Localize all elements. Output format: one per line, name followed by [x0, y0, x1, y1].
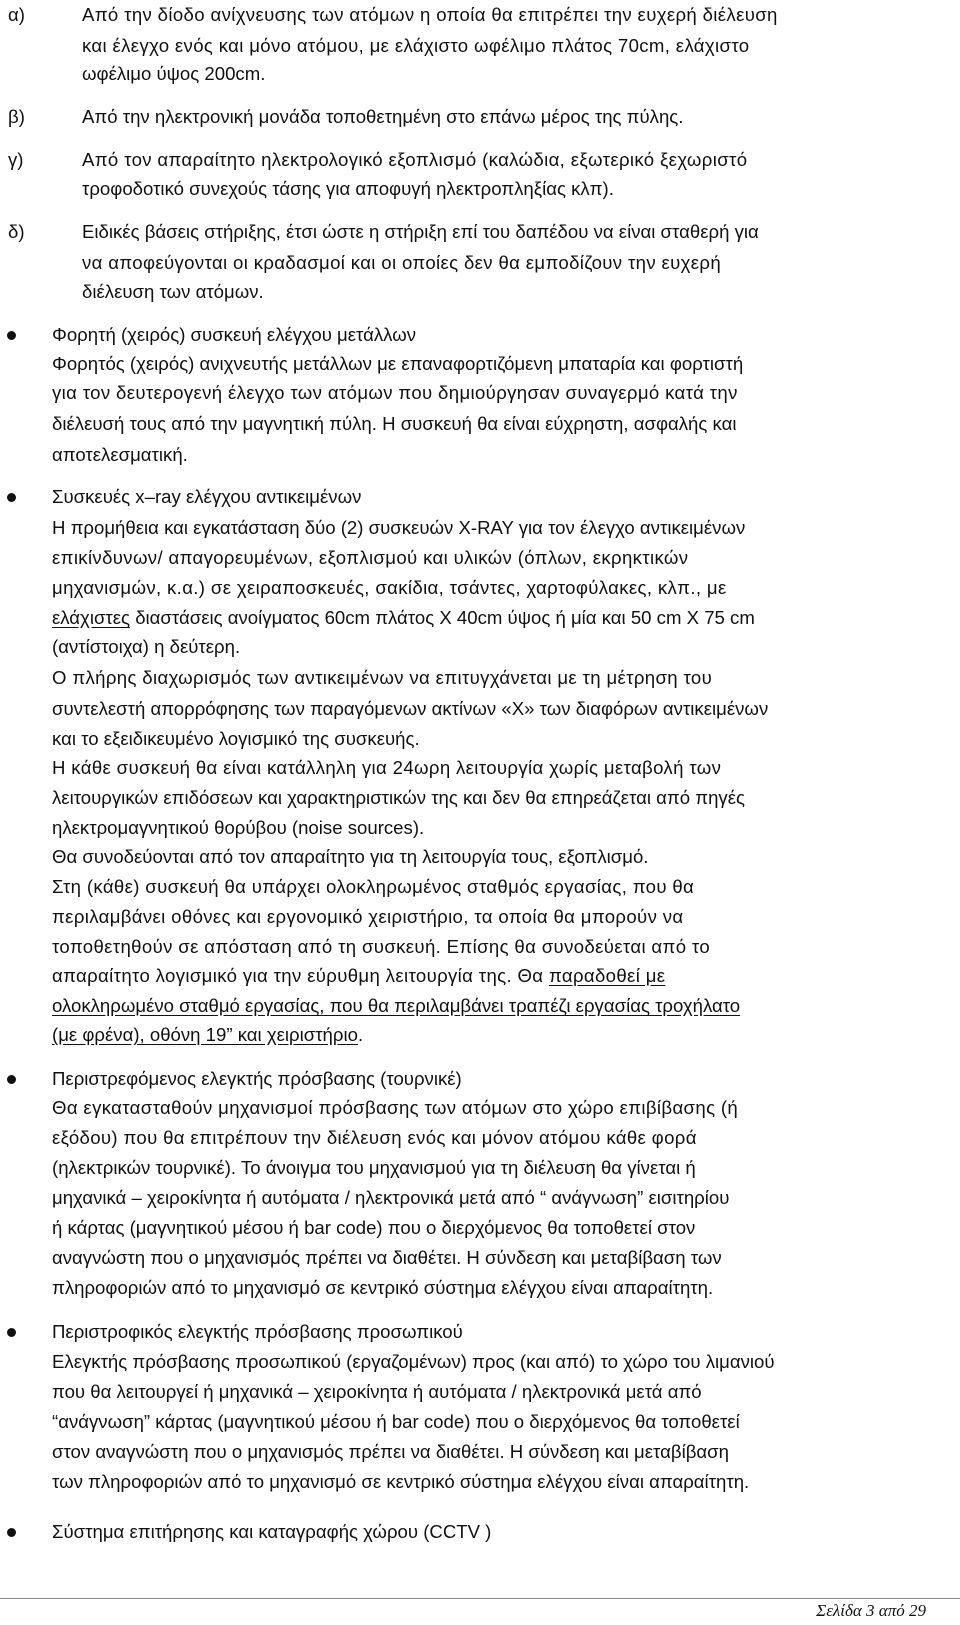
text-line: “ανάγνωση” κάρτας (μαγνητικού μέσου ή bar code) που ο διερχόμενος θα τοποθετεί [52, 1411, 740, 1432]
text-line: Ειδικές βάσεις στήριξης, έτσι ώστε η στήριξη επί του δαπέδου να είναι σταθερή για [82, 221, 759, 242]
text-line: Η κάθε συσκευή θα είναι κατάλληλη για 24ωρη λειτουργία χωρίς μεταβολή των [52, 757, 722, 778]
footer-divider [0, 1598, 960, 1599]
text-line: Στη (κάθε) συσκευή θα υπάρχει ολοκληρωμένος σταθμός εργασίας, που θα [52, 876, 695, 897]
underlined-phrase: παραδοθεί με [548, 965, 666, 986]
text-line: Θα συνοδεύονται από τον απαραίτητο για τη λειτουργία τους, εξοπλισμό. [52, 846, 649, 867]
text-line: Η προμήθεια και εγκατάσταση δύο (2) συσκευών X-RAY για τον έλεγχο αντικειμένων [52, 517, 746, 538]
text-line: Από την ηλεκτρονική μονάδα τοποθετημένη στο επάνω μέρος της πύλης. [82, 106, 684, 127]
text-line: διέλευσή τους από την μαγνητική πύλη. Η συσκευή θα είναι εύχρηστη, ασφαλής και [52, 413, 737, 434]
text-line: ηλεκτρομαγνητικού θορύβου (noise sources). [52, 817, 425, 838]
text-line [52, 607, 755, 629]
underlined-line: ολοκληρωμένο σταθμό εργασίας, που θα περιλαμβάνει τραπέζι εργασίας τροχήλατο [52, 995, 741, 1016]
text-line: μηχανικά – χειροκίνητα ή αυτόματα / ηλεκτρονικά μετά από “ ανάγνωση” εισιτηρίου [52, 1187, 730, 1208]
page-number: Σελίδα 3 από 29 [816, 1601, 926, 1620]
text-line: Ο πλήρης διαχωρισμός των αντικειμένων να επιτυγχάνεται με τη μέτρηση του [52, 667, 713, 688]
text-line: μηχανισμών, κ.α.) σε χειραποσκευές, σακίδια, τσάντες, χαρτοφύλακες, κλπ., με [52, 577, 727, 598]
text-line: να αποφεύγονται οι κραδασμοί και οι οποίες δεν θα εμποδίζουν την ευχερή [82, 252, 722, 273]
underlined-phrase: (με φρένα), οθόνη 19” και χειριστήριο [52, 1024, 358, 1045]
text-line: ή κάρτας (μαγνητικού μέσου ή bar code) που ο διερχόμενος θα τοποθετεί στον [52, 1217, 696, 1238]
text-line: συντελεστή απορρόφησης των παραγόμενων ακτίνων «Χ» των διαφόρων αντικειμένων [52, 698, 769, 719]
text-line: διέλευση των ατόμων. [82, 281, 264, 302]
item-label-alpha: α) [8, 4, 25, 25]
bullet-icon [7, 1075, 16, 1084]
text-line: ωφέλιμο ύψος 200cm. [82, 63, 266, 84]
bullet-icon [7, 1528, 16, 1537]
section-heading: Περιστρεφόμενος ελεγκτής πρόσβασης (τουρνικέ) [52, 1068, 462, 1089]
text-line: Από τον απαραίτητο ηλεκτρολογικό εξοπλισμό (καλώδια, εξωτερικό ξεχωριστό [82, 149, 748, 170]
text-line: Από την δίοδο ανίχνευσης των ατόμων η οποία θα επιτρέπει την ευχερή διέλευση [82, 4, 778, 25]
text-line: και το εξειδικευμένο λογισμικό της συσκευής. [52, 728, 420, 749]
text-line: Φορητός (χειρός) ανιχνευτής μετάλλων με επαναφορτιζόμενη μπαταρία και φορτιστή [52, 353, 744, 374]
text-line: (ηλεκτρικών τουρνικέ). Το άνοιγμα του μηχανισμού για τη διέλευση θα γίνεται ή [52, 1157, 696, 1178]
text-line [52, 1024, 363, 1046]
text-line-start: απαραίτητο λογισμικό για την εύρυθμη λειτουργία της. Θα [52, 965, 544, 986]
item-label-gamma: γ) [8, 149, 24, 170]
item-label-delta: δ) [8, 221, 25, 242]
text-line: για τον δευτερογενή έλεγχο των ατόμων που δημιούργησαν συναγερμό κατά την [52, 382, 738, 403]
text-line: Ελεγκτής πρόσβασης προσωπικού (εργαζομένων) προς (και από) το χώρο του λιμανιού [52, 1351, 775, 1372]
text-line: και έλεγχο ενός και μόνο ατόμου, με ελάχιστο ωφέλιμο πλάτος 70cm, ελάχιστο [82, 35, 750, 56]
bullet-icon [7, 1328, 16, 1337]
period: . [357, 1024, 364, 1045]
text-line: εξόδου) που θα επιτρέπουν την διέλευση ενός και μόνον ατόμου κάθε φορά [52, 1127, 697, 1148]
item-label-beta: β) [8, 106, 25, 127]
text-line: Θα εγκατασταθούν μηχανισμοί πρόσβασης των ατόμων στο χώρο επιβίβασης (ή [52, 1097, 739, 1118]
section-heading: Συσκευές x–ray ελέγχου αντικειμένων [52, 486, 362, 507]
text-line: που θα λειτουργεί ή μηχανικά – χειροκίνητα ή αυτόματα / ηλεκτρονικά μετά από [52, 1381, 702, 1402]
bullet-icon [7, 493, 16, 502]
section-heading: Φορητή (χειρός) συσκευή ελέγχου μετάλλων [52, 324, 417, 345]
text-line: στον αναγνώστη που ο μηχανισμός πρέπει να διαθέτει. Η σύνδεση και μεταβίβαση [52, 1441, 729, 1462]
text-line-rest: διαστάσεις ανοίγματος 60cm πλάτος Χ 40cm ύψος ή μία και 50 cm X 75 cm [135, 607, 755, 628]
text-line: λειτουργικών επιδόσεων και χαρακτηριστικών της και δεν θα επηρεάζεται από πηγές [52, 787, 745, 808]
text-line [52, 965, 665, 987]
text-line: των πληροφοριών από το μηχανισμό σε κεντρικό σύστημα ελέγχου είναι απαραίτητη. [52, 1471, 750, 1492]
text-line: επικίνδυνων/ απαγορευμένων, εξοπλισμού και υλικών (όπλων, εκρηκτικών [52, 547, 689, 568]
text-line: αποτελεσματική. [52, 444, 188, 465]
underlined-word: ελάχιστες [52, 607, 131, 628]
text-line: τροφοδοτικό συνεχούς τάσης για αποφυγή ηλεκτροπληξίας κλπ). [82, 178, 614, 199]
text-line: (αντίστοιχα) η δεύτερη. [52, 636, 241, 657]
section-heading: Περιστροφικός ελεγκτής πρόσβασης προσωπικού [52, 1321, 463, 1342]
text-line: τοποθετηθούν σε απόσταση από τη συσκευή. Επίσης θα συνοδεύεται από το [52, 936, 711, 957]
text-line: αναγνώστη που ο μηχανισμός πρέπει να διαθέτει. Η σύνδεση και μεταβίβαση των [52, 1247, 722, 1268]
text-line: πληροφοριών από το μηχανισμό σε κεντρικό σύστημα ελέγχου είναι απαραίτητη. [52, 1277, 714, 1298]
section-heading: Σύστημα επιτήρησης και καταγραφής χώρου (CCTV ) [52, 1521, 492, 1542]
text-line: περιλαμβάνει οθόνες και εργονομικό χειριστήριο, τα οποία θα μπορούν να [52, 906, 684, 927]
bullet-icon [7, 331, 16, 340]
